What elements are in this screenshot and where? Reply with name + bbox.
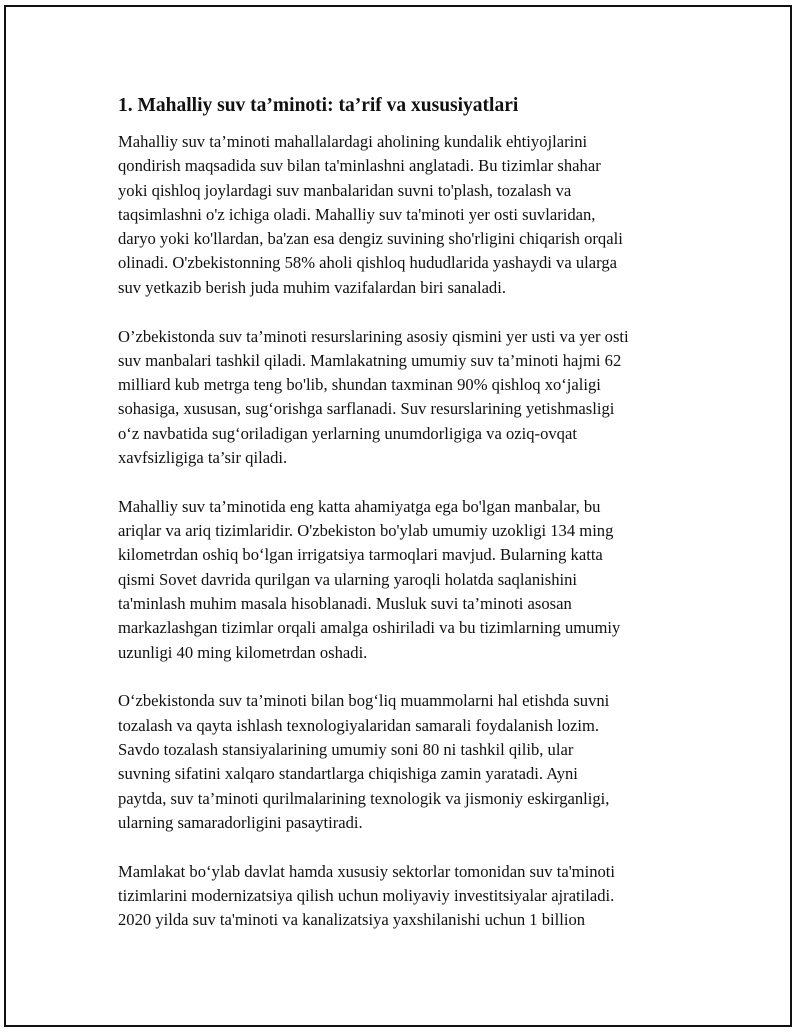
text-line: ta'minlash muhim masala hisoblanadi. Musluk suvi ta’minoti asosan: [118, 594, 572, 614]
section-heading: 1. Mahalliy suv ta’minoti: ta’rif va xususiyatlari: [118, 95, 519, 116]
text-line: O’zbekistonda suv ta’minoti resurslarining asosiy qismini yer usti va yer osti: [118, 326, 629, 346]
text-line: kilometrdan oshiq bo‘lgan irrigatsiya tarmoqlari mavjud. Bularning katta: [118, 545, 603, 565]
text-line: Mahalliy suv ta’minotida eng katta ahamiyatga ega bo'lgan manbalar, bu: [118, 496, 601, 516]
text-line: qismi Sovet davrida qurilgan va ularning yaroqli holatda saqlanishini: [118, 569, 578, 589]
paragraph-5: [118, 860, 693, 933]
text-line: sohasiga, xususan, sug‘orishga sarflanadi. Suv resurslarining yetishmasligi: [118, 399, 615, 419]
text-line: ariqlar va ariq tizimlaridir. O'zbekiston bo'ylab umumiy uzokligi 134 ming: [118, 521, 614, 541]
document-body: [118, 92, 693, 957]
paragraph-1: [118, 130, 693, 300]
text-line: Mahalliy suv ta’minoti mahallalardagi aholining kundalik ehtiyojlarini: [118, 132, 588, 151]
text-line: markazlashgan tizimlar orqali amalga oshiriladi va bu tizimlarning umumiy: [118, 618, 621, 638]
text-line: O‘zbekistonda suv ta’minoti bilan bog‘liq muammolarni hal etishda suvni: [118, 691, 610, 711]
paragraph-3: [118, 495, 693, 665]
text-line: paytda, suv ta’minoti qurilmalarining texnologik va jismoniy eskirganligi,: [118, 788, 610, 808]
text-line: milliard kub metrga teng bo'lib, shundan taxminan 90% qishloq xo‘jaligi: [118, 375, 601, 395]
text-line: ularning samaradorligini pasaytiradi.: [118, 812, 363, 832]
text-line: suv yetkazib berish juda muhim vazifalardan biri sanaladi.: [118, 277, 506, 297]
text-line: suv manbalari tashkil qiladi. Mamlakatning umumiy suv ta’minoti hajmi 62: [118, 350, 622, 370]
text-line: yoki qishloq joylardagi suv manbalaridan suvni to'plash, tozalash va: [118, 180, 572, 200]
text-line: suvning sifatini xalqaro standartlarga chiqishiga zamin yaratadi. Ayni: [118, 764, 578, 784]
text-line: taqsimlashni o'z ichiga oladi. Mahalliy suv ta'minoti yer osti suvlaridan,: [118, 204, 596, 224]
text-line: daryo yoki ko'llardan, ba'zan esa dengiz suvining sho'rligini chiqarish orqali: [118, 229, 623, 249]
text-line: o‘z navbatida sug‘oriladigan yerlarning unumdorligiga va oziq-ovqat: [118, 423, 577, 443]
text-line: Savdo tozalash stansiyalarining umumiy soni 80 ni tashkil qilib, ular: [118, 740, 574, 760]
paragraph-2: [118, 325, 693, 471]
text-line: Mamlakat bo‘ylab davlat hamda xususiy sektorlar tomonidan suv ta'minoti: [118, 861, 616, 881]
text-line: qondirish maqsadida suv bilan ta'minlashni anglatadi. Bu tizimlar shahar: [118, 156, 601, 176]
paragraph-4: [118, 689, 693, 835]
text-line: xavfsizligiga ta’sir qiladi.: [118, 448, 288, 468]
text-line: 2020 yilda suv ta'minoti va kanalizatsiya yaxshilanishi uchun 1 billion: [118, 910, 586, 930]
text-line: uzunligi 40 ming kilometrdan oshadi.: [118, 642, 368, 662]
text-line: tizimlarini modernizatsiya qilish uchun moliyaviy investitsiyalar ajratiladi.: [118, 886, 615, 906]
text-line: tozalash va qayta ishlash texnologiyalaridan samarali foydalanish lozim.: [118, 715, 600, 735]
text-line: olinadi. O'zbekistonning 58% aholi qishloq hududlarida yashaydi va ularga: [118, 253, 618, 273]
